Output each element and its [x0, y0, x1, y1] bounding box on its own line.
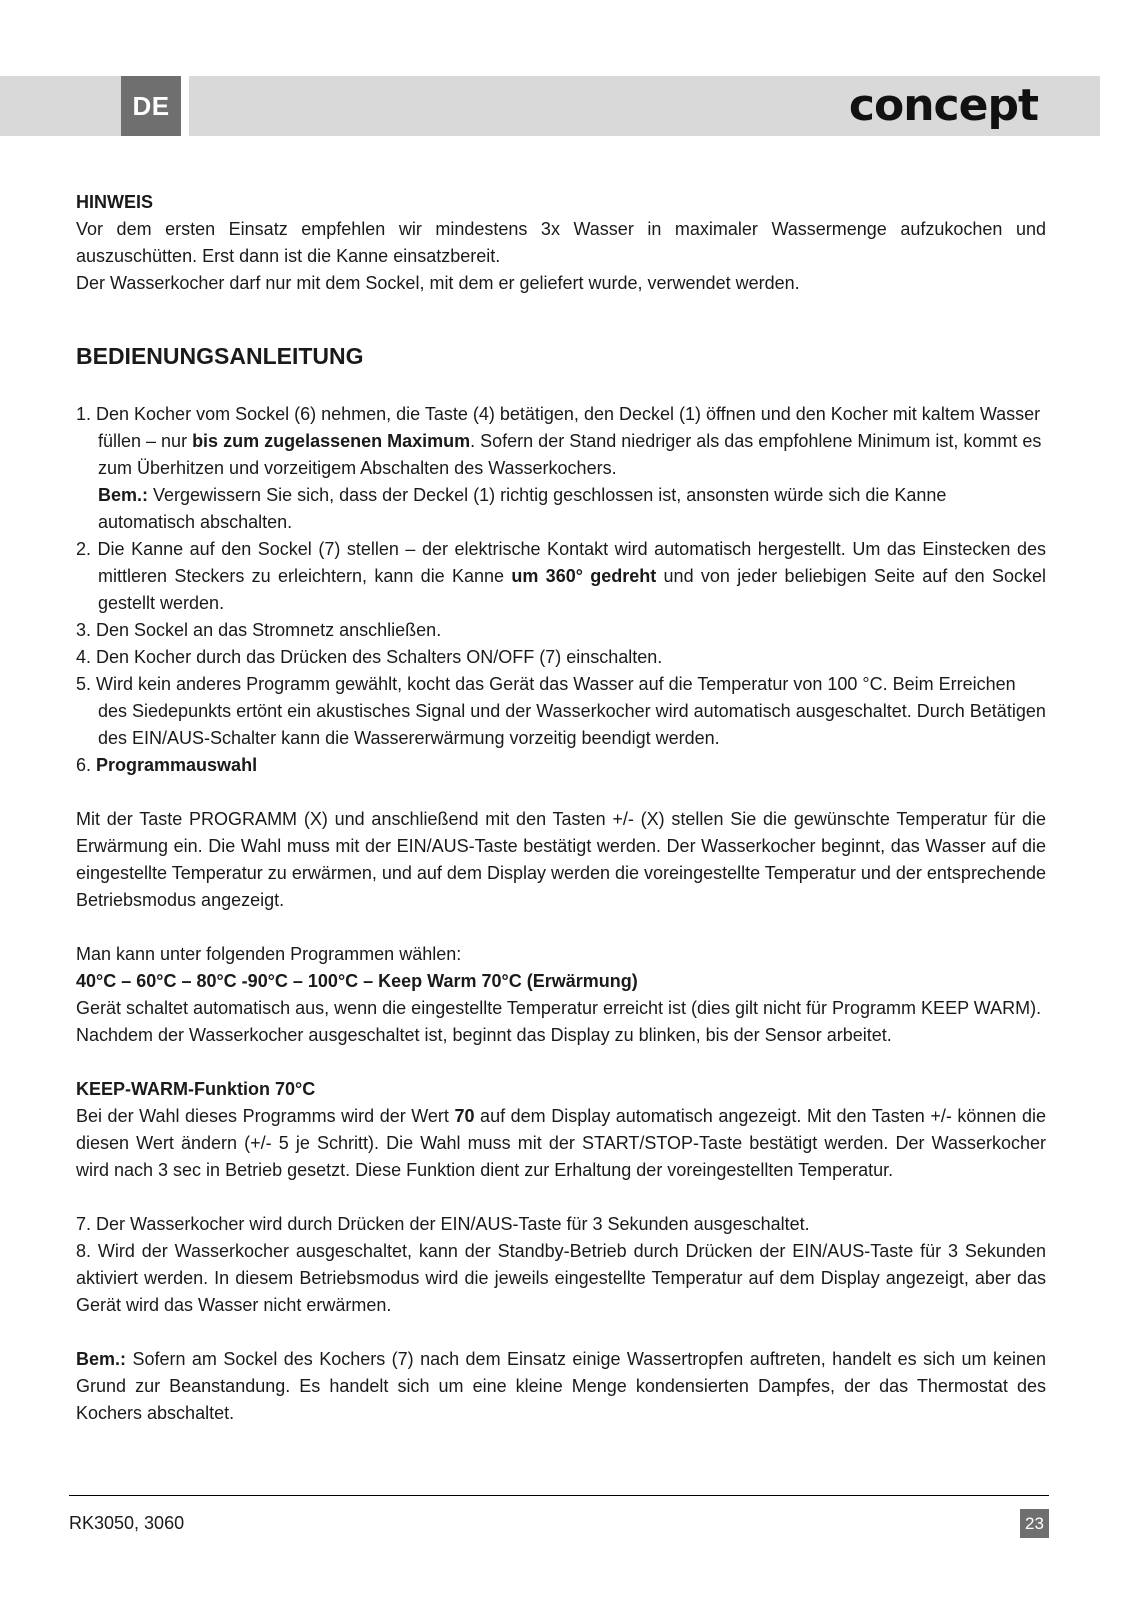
page-number: 23 — [1020, 1509, 1049, 1538]
header-separator — [181, 76, 189, 136]
section-title: BEDIENUNGSANLEITUNG — [76, 343, 364, 369]
list-item-2: 2. Die Kanne auf den Sockel (7) stellen – der elektrische Kontakt wird automatisch hergestellt. Um das Einstecken des mittleren Steckers zu erleichtern, kann die Kanne um 360° gedreht und von jeder beliebigen Seite auf den Sockel gestellt werden. — [76, 539, 1046, 613]
keep-warm-heading: KEEP-WARM-Funktion 70°C — [76, 1079, 316, 1099]
footer-divider — [69, 1495, 1049, 1496]
choose-intro: Man kann unter folgenden Programmen wählen: — [76, 944, 462, 964]
list-item-8: 8. Wird der Wasserkocher ausgeschaltet, kann der Standby-Betrieb durch Drücken der EIN/AUS-Taste für 3 Sekunden aktiviert werden. In diesem Betriebsmodus wird die jeweils eingestellte Temperatur auf dem Display angezeigt, aber das Gerät wird das Wasser nicht erwärmen. — [76, 1241, 1046, 1315]
hinweis-paragraph-1: Vor dem ersten Einsatz empfehlen wir mindestens 3x Wasser in maximaler Wassermenge aufzukochen und auszuschütten. Erst dann ist die Kanne einsatzbereit. — [76, 219, 1046, 266]
hinweis-paragraph-2: Der Wasserkocher darf nur mit dem Sockel, mit dem er geliefert wurde, verwendet werden. — [76, 273, 800, 293]
program-paragraph: Mit der Taste PROGRAMM (X) und anschließend mit den Tasten +/- (X) stellen Sie die gewünschte Temperatur für die Erwärmung ein. Die Wahl muss mit der EIN/AUS-Taste bestätigt werden. Der Wasserkocher beginnt, das Wasser auf die eingestellte Temperatur zu erwärmen, und auf dem Display werden die voreingestellte Temperatur und der entsprechende Betriebsmodus angezeigt. — [76, 809, 1046, 910]
list-item-6: 6. Programmauswahl — [76, 755, 258, 775]
language-badge: DE — [121, 76, 181, 136]
program-list: 40°C – 60°C – 80°C -90°C – 100°C – Keep Warm 70°C (Erwärmung) — [76, 971, 638, 991]
hinweis-heading: HINWEIS — [76, 192, 154, 212]
auto-off-text: Gerät schaltet automatisch aus, wenn die eingestellte Temperatur erreicht ist (dies gilt nicht für Programm KEEP WARM). — [76, 998, 1042, 1018]
list-item-1: 1. Den Kocher vom Sockel (6) nehmen, die Taste (4) betätigen, den Deckel (1) öffnen und den Kocher mit kaltem Wasser füllen – nur bis zum zugelassenen Maximum. Sofern der Stand niedriger als das empfohlene Minimum ist, kommt es zum Überhitzen und vorzeitigem Abschalten des Wasserkochers. — [76, 404, 1042, 478]
list-item-7: 7. Der Wasserkocher wird durch Drücken der EIN/AUS-Taste für 3 Sekunden ausgeschaltet. — [76, 1214, 810, 1234]
model-number: RK3050, 3060 — [69, 1513, 185, 1533]
blink-text: Nachdem der Wasserkocher ausgeschaltet ist, beginnt das Display zu blinken, bis der Sensor arbeitet. — [76, 1025, 892, 1045]
keep-warm-paragraph: Bei der Wahl dieses Programms wird der Wert 70 auf dem Display automatisch angezeigt. Mit den Tasten +/- können die diesen Wert ändern (+/- 5 je Schritt). Die Wahl muss mit der START/STOP-Taste bestätigt werden. Der Wasserkocher wird nach 3 sec in Betrieb gesetzt. Diese Funktion dient zur Erhaltung der voreingestellten Temperatur. — [76, 1106, 1047, 1180]
page-content — [76, 189, 1046, 1427]
list-item-3: 3. Den Sockel an das Stromnetz anschließen. — [76, 620, 442, 640]
brand-logo: concept — [848, 80, 1038, 131]
list-item-5: 5. Wird kein anderes Programm gewählt, kocht das Gerät das Wasser auf die Temperatur von 100 °C. Beim Erreichen des Siedepunkts ertönt ein akustisches Signal und der Wasserkocher wird automatisch ausgeschaltet. Durch Betätigen des EIN/AUS-Schalter kann die Wassererwärmung vorzeitig beendigt werden. — [76, 674, 1046, 748]
note-2: Bem.: Sofern am Sockel des Kochers (7) nach dem Einsatz einige Wassertropfen auftreten, handelt es sich um keinen Grund zur Beanstandung. Es handelt sich um eine kleine Menge kondensierten Dampfes, der das Thermostat des Kochers abschaltet. — [76, 1349, 1046, 1423]
note-1: Bem.: Vergewissern Sie sich, dass der Deckel (1) richtig geschlossen ist, ansonsten würde sich die Kanne automatisch abschalten. — [98, 485, 947, 532]
list-item-4: 4. Den Kocher durch das Drücken des Schalters ON/OFF (7) einschalten. — [76, 647, 663, 667]
